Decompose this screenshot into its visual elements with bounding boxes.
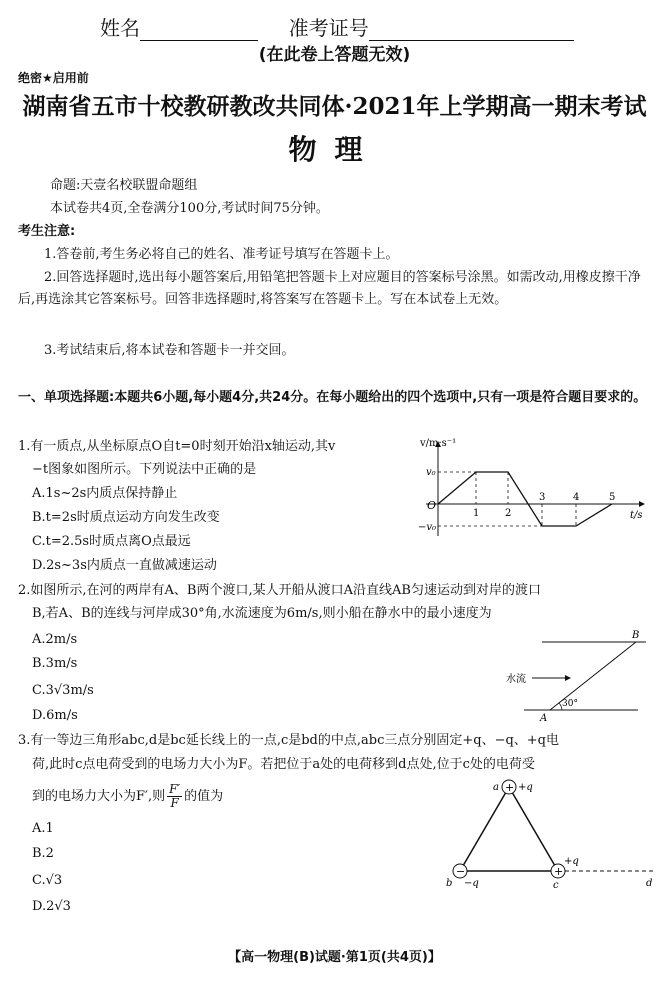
label-a: a — [493, 782, 499, 793]
secret-label: 绝密★启用前 — [18, 71, 89, 85]
q3-triangle-figure — [440, 774, 660, 892]
sign-b: − — [456, 865, 466, 878]
q1-option-b: B.t=2s时质点运动方向发生改变 — [32, 510, 220, 525]
q3-option-d: D.2√3 — [32, 899, 71, 914]
v-axis-label: v/m·s⁻¹ — [420, 438, 457, 449]
name-blank — [140, 20, 258, 41]
q3-option-a: A.1 — [32, 821, 54, 836]
section1-title: 一、单项选择题:本题共6小题,每小题4分,共24分。在每小题给出的四个选项中,只有一项是符合题目要求的。 — [18, 390, 647, 405]
q1-option-c: C.t=2.5s时质点离O点最远 — [32, 534, 191, 549]
label-d: d — [646, 878, 653, 889]
q3-stem-3-pre: 到的电场力大小为F′,则 — [32, 789, 166, 804]
q3-stem-3-post: 的值为 — [184, 789, 224, 804]
fraction-numerator: F′ — [169, 782, 181, 796]
tick-3: 3 — [539, 492, 546, 503]
tick-5: 5 — [609, 492, 616, 503]
q3-stem-3 — [32, 783, 223, 810]
q1-stem-1: 1.有一质点,从坐标原点O自t=0时刻开始沿x轴运动,其v — [18, 439, 336, 454]
subject-title: 物理 — [288, 133, 381, 166]
side-ab — [460, 787, 509, 871]
q1-stem-2: −t图象如图所示。下列说法中正确的是 — [32, 462, 257, 477]
candidate-info-row — [100, 12, 574, 41]
charge-a-label: +q — [518, 782, 533, 793]
neg-v0-label: −v₀ — [418, 522, 437, 533]
tick-2: 2 — [505, 508, 512, 519]
q2-stem-1: 2.如图所示,在河的两岸有A、B两个渡口,某人开船从渡口A沿直线AB匀速运动到对岸的渡口 — [18, 583, 541, 598]
q2-option-c: C.3√3m/s — [32, 683, 94, 698]
q2-river-figure — [496, 628, 656, 724]
v0-label: v₀ — [426, 467, 436, 478]
q1-option-d: D.2s~3s内质点一直做减速运动 — [32, 558, 217, 573]
charge-c-label: +q — [564, 856, 579, 867]
side-ac — [509, 787, 558, 871]
q2-option-a: A.2m/s — [32, 632, 78, 647]
q3-stem-1: 3.有一等边三角形abc,d是bc延长线上的一点,c是bd的中点,abc三点分别固定+q、−q、+q电 — [18, 733, 559, 748]
flow-label: 水流 — [506, 674, 526, 685]
q2-stem-2: B,若A、B的连线与河岸成30°角,水流速度为6m/s,则小船在静水中的最小速度为 — [32, 606, 492, 621]
sign-a: + — [505, 781, 515, 794]
label-a: A — [540, 713, 548, 724]
tick-4: 4 — [573, 492, 580, 503]
q2-option-d: D.6m/s — [32, 708, 78, 723]
origin-label: O — [427, 499, 437, 512]
t-axis-label: t/s — [630, 510, 643, 521]
charge-b-label: −q — [464, 878, 479, 889]
angle-label: 30° — [562, 699, 578, 709]
fraction-denominator: F — [170, 796, 179, 810]
label-b: b — [446, 878, 453, 889]
q1-option-a: A.1s~2s内质点保持静止 — [32, 486, 178, 501]
q2-option-b: B.3m/s — [32, 656, 78, 671]
tick-1: 1 — [473, 508, 480, 519]
q1-vt-graph — [396, 434, 660, 542]
info-line: 本试卷共4页,全卷满分100分,考试时间75分钟。 — [50, 201, 329, 216]
note-1: 1.答卷前,考生务必将自己的姓名、准考证号填写在答题卡上。 — [44, 247, 399, 262]
label-b: B — [632, 630, 640, 641]
author-line: 命题:天壹名校联盟命题组 — [50, 178, 198, 193]
q3-option-b: B.2 — [32, 846, 54, 861]
q3-fraction — [167, 783, 182, 810]
name-label: 姓名 — [100, 16, 140, 40]
label-c: c — [553, 880, 559, 891]
id-blank — [369, 20, 574, 41]
notice: (在此卷上答题无效) — [258, 45, 411, 65]
sign-c: + — [554, 865, 564, 878]
q3-option-c: C.√3 — [32, 873, 63, 888]
exam-title: 湖南省五市十校教研教改共同体·2021年上学期高一期末考试 — [22, 93, 647, 120]
note-2: 2.回答选择题时,选出每小题答案后,用铅笔把答题卡上对应题目的答案标号涂黑。如需改动,用橡皮擦干净后,再选涂其它答案标号。回答非选择题时,将答案写在答题卡上。写在本试卷上无效。 — [18, 270, 641, 307]
note-3: 3.考试结束后,将本试卷和答题卡一并交回。 — [44, 343, 295, 358]
page-footer: 【高一物理(B)试题·第1页(共4页)】 — [228, 950, 441, 965]
notes-title: 考生注意: — [18, 224, 76, 239]
q3-stem-2: 荷,此时c点电荷受到的电场力大小为F。若把位于a处的电荷移到d点处,位于c处的电荷受 — [32, 757, 535, 772]
vt-curve — [438, 472, 612, 526]
id-label: 准考证号 — [288, 16, 369, 40]
